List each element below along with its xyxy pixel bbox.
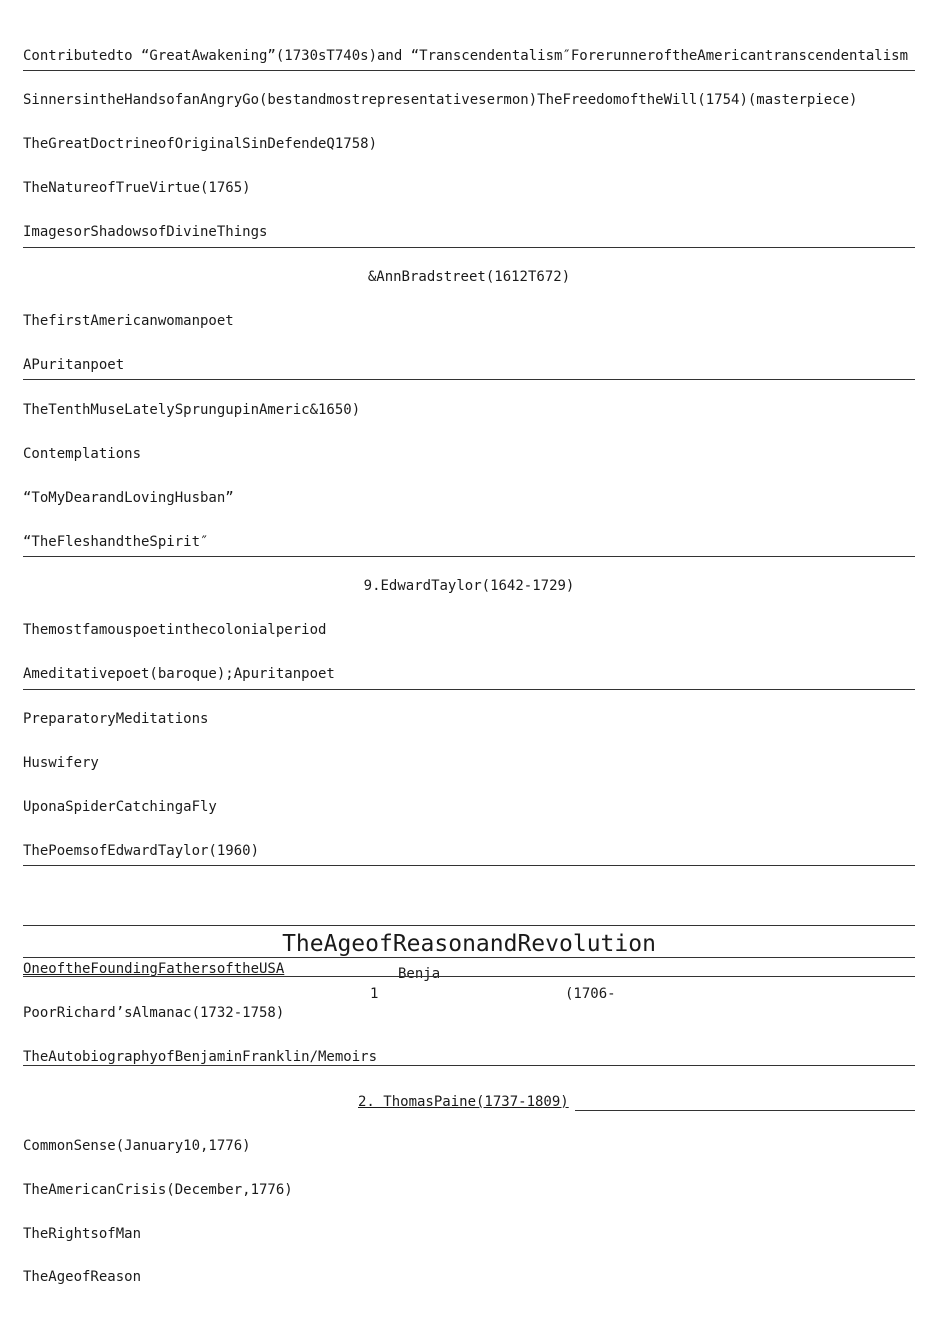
bradstreet-work: TheTenthMuseLatelySprungupinAmeric&1650) <box>23 402 361 418</box>
taylor-heading: 9.EdwardTaylor(1642-1729) <box>363 578 575 594</box>
paine-work: TheAmericanCrisis(December,1776) <box>23 1182 293 1198</box>
franklin-work: TheAutobiographyofBenjaminFranklin/Memoirs <box>23 1049 378 1065</box>
edwards-work-line: ImagesorShadowsofDivineThings <box>23 224 268 240</box>
franklin-number-fragment: 1 <box>370 986 379 1002</box>
paine-work: CommonSense(January10,1776) <box>23 1138 251 1154</box>
franklin-year-fragment: (1706- <box>565 986 616 1002</box>
edwards-work-line: SinnersintheHandsofanAngryGo(bestandmostrepresentativesermon)TheFreedomoftheWill(1754)(masterpiece) <box>23 92 858 108</box>
bradstreet-trait: APuritanpoet <box>23 357 125 373</box>
franklin-trait: OneoftheFoundingFathersoftheUSA <box>23 961 285 977</box>
bradstreet-trait: ThefirstAmericanwomanpoet <box>23 313 234 329</box>
taylor-trait: Ameditativepoet(baroque);Apuritanpoet <box>23 666 335 682</box>
divider <box>23 689 915 690</box>
section-title: TheAgeofReasonandRevolution <box>282 931 656 957</box>
paine-work: TheAgeofReason <box>23 1269 142 1285</box>
taylor-work: ThePoemsofEdwardTaylor(1960) <box>23 843 260 859</box>
taylor-trait: Themostfamouspoetinthecolonialperiod <box>23 622 327 638</box>
divider <box>23 925 915 926</box>
edwards-work-line: TheNatureofTrueVirtue(1765) <box>23 180 251 196</box>
divider <box>23 379 915 380</box>
divider <box>23 1065 915 1066</box>
divider <box>23 976 915 977</box>
bradstreet-heading: &AnnBradstreet(1612T672) <box>367 269 571 285</box>
divider <box>23 247 915 248</box>
paine-work: TheRightsofMan <box>23 1226 142 1242</box>
bradstreet-work: Contemplations <box>23 446 142 462</box>
franklin-work: PoorRichard’sAlmanac(1732-1758) <box>23 1005 285 1021</box>
taylor-work: UponaSpiderCatchingaFly <box>23 799 217 815</box>
divider <box>23 70 915 71</box>
divider <box>23 865 915 866</box>
taylor-work: PreparatoryMeditations <box>23 711 209 727</box>
taylor-work: Huswifery <box>23 755 99 771</box>
divider <box>575 1110 915 1111</box>
divider <box>23 957 915 958</box>
bradstreet-work: “TheFleshandtheSpirit″ <box>23 534 209 550</box>
divider <box>23 556 915 557</box>
paine-heading: 2. ThomasPaine(1737-1809) <box>358 1094 569 1110</box>
edwards-contribution-line: Contributedto “GreatAwakening”(1730sT740s)and “Transcendentalism″ForerunneroftheAmericantranscendentalism <box>23 48 909 64</box>
bradstreet-work: “ToMyDearandLovingHusban” <box>23 490 234 506</box>
franklin-name-fragment: Benja <box>398 966 441 982</box>
edwards-work-line: TheGreatDoctrineofOriginalSinDefendeQ1758) <box>23 136 378 152</box>
